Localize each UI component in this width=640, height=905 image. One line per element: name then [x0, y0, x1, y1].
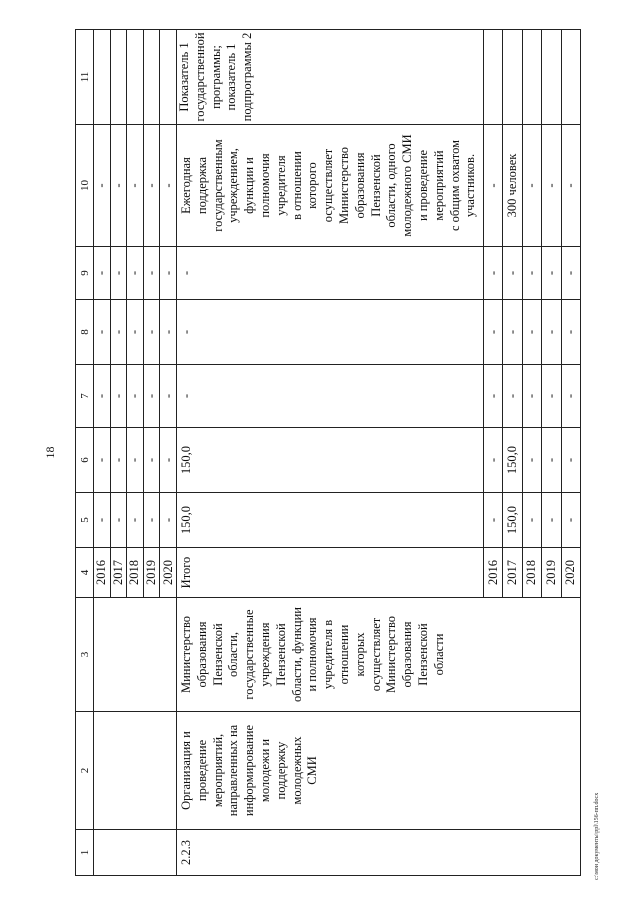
indicator-cell — [110, 30, 127, 125]
value-cell: - — [160, 247, 177, 300]
result-cell: - — [143, 125, 160, 247]
indicator-cell — [522, 30, 541, 125]
value-cell: - — [110, 493, 127, 548]
value-cell: - — [542, 493, 561, 548]
value-cell: - — [143, 247, 160, 300]
year-cell: 2018 — [127, 548, 144, 598]
result-cell: Ежегодная поддержка государственным учреждением, функции и полномочия учредителя в отношении которого осуществляет Министерство образования Пензенской области, одного молодежного СМИ и проведение мероприятий с общим охватом участников. — [176, 125, 483, 247]
value-cell: - — [143, 365, 160, 428]
value-cell: - — [160, 365, 177, 428]
column-number: 10 — [76, 125, 94, 247]
value-cell: - — [160, 300, 177, 365]
value-cell: 150,0 — [176, 428, 483, 493]
value-cell: - — [94, 365, 111, 428]
value-cell: - — [561, 247, 580, 300]
column-number: 1 — [76, 830, 94, 876]
indicator-cell — [542, 30, 561, 125]
value-cell: - — [160, 428, 177, 493]
value-cell: - — [127, 365, 144, 428]
activity-name-cell — [94, 712, 177, 830]
activity-row — [176, 30, 483, 876]
year-cell: 2020 — [160, 548, 177, 598]
value-cell: - — [522, 247, 541, 300]
column-number: 8 — [76, 300, 94, 365]
value-cell: - — [127, 428, 144, 493]
value-cell: - — [94, 247, 111, 300]
value-cell: - — [94, 300, 111, 365]
result-cell: - — [561, 125, 580, 247]
program-activities-table — [75, 29, 581, 876]
year-cell: 2018 — [522, 548, 541, 598]
column-number: 9 — [76, 247, 94, 300]
value-cell: - — [94, 428, 111, 493]
year-cell: 2016 — [483, 548, 502, 598]
column-number: 11 — [76, 30, 94, 125]
value-cell: - — [143, 300, 160, 365]
item-number-cell — [94, 830, 177, 876]
activity-name-cell: Организация и проведение мероприятий, направленных на информирование молодежи и поддержку молодежных СМИ — [176, 712, 580, 830]
value-cell: - — [127, 493, 144, 548]
result-cell: - — [522, 125, 541, 247]
value-cell: - — [483, 365, 502, 428]
executor-cell — [94, 598, 177, 712]
value-cell: - — [542, 365, 561, 428]
value-cell: - — [160, 493, 177, 548]
value-cell: - — [176, 365, 483, 428]
column-number: 3 — [76, 598, 94, 712]
result-cell: - — [542, 125, 561, 247]
period-total-cell: Итого — [176, 548, 483, 598]
indicator-cell — [127, 30, 144, 125]
value-cell: - — [143, 428, 160, 493]
result-cell: - — [94, 125, 111, 247]
indicator-cell: Показатель 1 государственной программы; показатель 1 подпрограммы 2 — [176, 30, 483, 125]
indicator-cell — [160, 30, 177, 125]
value-cell: - — [542, 428, 561, 493]
indicator-cell — [483, 30, 502, 125]
value-cell: - — [94, 493, 111, 548]
value-cell: 150,0 — [176, 493, 483, 548]
value-cell: - — [143, 493, 160, 548]
indicator-cell — [561, 30, 580, 125]
year-cell: 2019 — [143, 548, 160, 598]
value-cell: - — [542, 300, 561, 365]
item-number-cell: 2.2.3 — [176, 830, 580, 876]
header-row — [76, 30, 94, 876]
value-cell: - — [561, 300, 580, 365]
result-cell: - — [110, 125, 127, 247]
column-number: 7 — [76, 365, 94, 428]
value-cell: - — [561, 428, 580, 493]
result-cell: - — [127, 125, 144, 247]
value-cell: - — [561, 493, 580, 548]
value-cell: - — [503, 300, 522, 365]
year-cell: 2020 — [561, 548, 580, 598]
value-cell: - — [522, 493, 541, 548]
value-cell: - — [110, 365, 127, 428]
value-cell: - — [127, 300, 144, 365]
result-cell: - — [160, 125, 177, 247]
value-cell: - — [542, 247, 561, 300]
value-cell: - — [503, 365, 522, 428]
indicator-cell — [503, 30, 522, 125]
value-cell: - — [483, 428, 502, 493]
value-cell: 150,0 — [503, 493, 522, 548]
table-row — [94, 30, 111, 876]
column-number: 2 — [76, 712, 94, 830]
value-cell: - — [483, 300, 502, 365]
indicator-cell — [143, 30, 160, 125]
executor-cell: Министерство образования Пензенской области, государственные учреждения Пензенской области, функции и полномочия учредителя в отношении которых осуществляет Министерство образования Пензенской области — [176, 598, 580, 712]
value-cell: - — [522, 300, 541, 365]
year-cell: 2016 — [94, 548, 111, 598]
column-number: 4 — [76, 548, 94, 598]
value-cell: - — [127, 247, 144, 300]
value-cell: 150,0 — [503, 428, 522, 493]
value-cell: - — [110, 300, 127, 365]
value-cell: - — [483, 247, 502, 300]
value-cell: - — [483, 493, 502, 548]
value-cell: - — [176, 247, 483, 300]
value-cell: - — [176, 300, 483, 365]
value-cell: - — [522, 365, 541, 428]
file-path-footer: c:\мои документы\ppl\156-пп.docx — [594, 792, 600, 880]
column-number: 5 — [76, 493, 94, 548]
result-cell: - — [483, 125, 502, 247]
year-cell: 2017 — [110, 548, 127, 598]
value-cell: - — [110, 428, 127, 493]
year-cell: 2017 — [503, 548, 522, 598]
indicator-cell — [94, 30, 111, 125]
value-cell: - — [522, 428, 541, 493]
year-cell: 2019 — [542, 548, 561, 598]
result-cell: 300 человек — [503, 125, 522, 247]
page-number: 18 — [43, 446, 57, 459]
value-cell: - — [561, 365, 580, 428]
value-cell: - — [110, 247, 127, 300]
value-cell: - — [503, 247, 522, 300]
column-number: 6 — [76, 428, 94, 493]
